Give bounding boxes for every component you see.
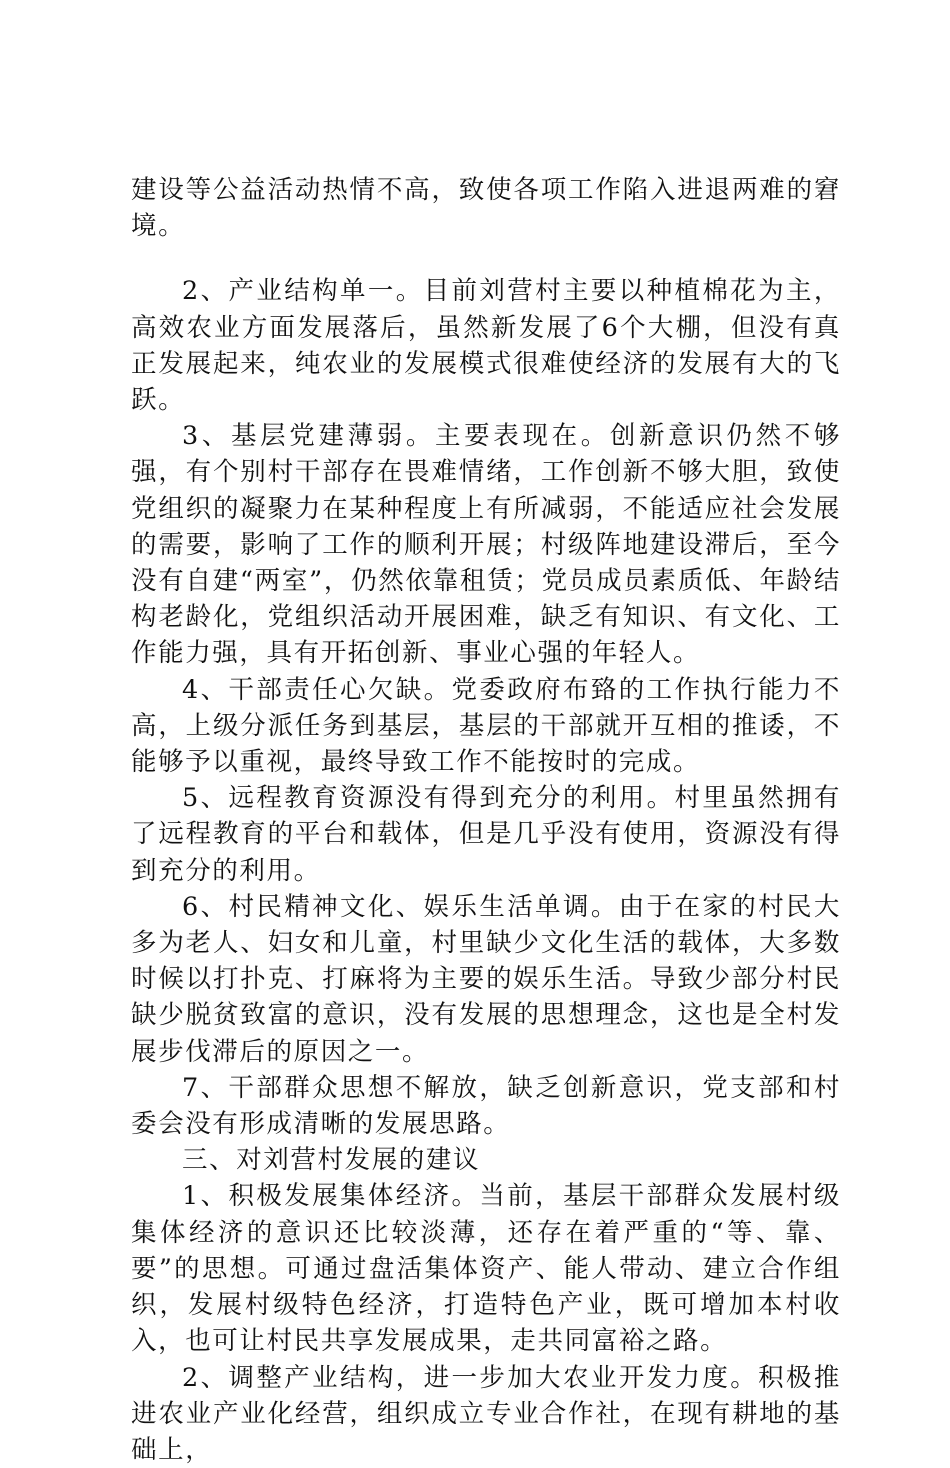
paragraph-collective-economy: 1、积极发展集体经济。当前，基层干部群众发展村级集体经济的意识还比较淡薄，还存在着严重的“等、靠、要”的思想。可通过盘活集体资产、能人带动、建立合作组织，发展村级特色经济，打造特色产业，既可增加本村收入，也可让村民共享发展成果，走共同富裕之路。 [131,1178,841,1359]
paragraph-adjust-industry: 2、调整产业结构，进一步加大农业开发力度。积极推进农业产业化经营，组织成立专业合作社，在现有耕地的基础上， [131,1360,841,1468]
document-body [131,172,841,1468]
paragraph-industry-structure: 2、产业结构单一。目前刘营村主要以种植棉花为主，高效农业方面发展落后，虽然新发展了6个大棚，但没有真正发展起来，纯农业的发展模式很难使经济的发展有大的飞跃。 [131,273,841,418]
paragraph-remote-education: 5、远程教育资源没有得到充分的利用。村里虽然拥有了远程教育的平台和载体，但是几乎没有使用，资源没有得到充分的利用。 [131,780,841,889]
paragraph-mindset: 7、干部群众思想不解放，缺乏创新意识，党支部和村委会没有形成清晰的发展思路。 [131,1070,841,1142]
paragraph-continuation: 建设等公益活动热情不高，致使各项工作陷入进退两难的窘境。 [131,172,841,244]
paragraph-cadre-responsibility: 4、干部责任心欠缺。党委政府布臵的工作执行能力不高，上级分派任务到基层，基层的干部就开互相的推诿，不能够予以重视，最终导致工作不能按时的完成。 [131,672,841,781]
paragraph-cultural-life: 6、村民精神文化、娱乐生活单调。由于在家的村民大多为老人、妇女和儿童，村里缺少文化生活的载体，大多数时候以打扑克、打麻将为主要的娱乐生活。导致少部分村民缺少脱贫致富的意识，没有发展的思想理念，这也是全村发展步伐滞后的原因之一。 [131,889,841,1070]
section-heading-suggestions: 三、对刘营村发展的建议 [131,1142,841,1178]
paragraph-party-building: 3、基层党建薄弱。主要表现在。创新意识仍然不够强，有个别村干部存在畏难情绪，工作创新不够大胆，致使党组织的凝聚力在某种程度上有所减弱，不能适应社会发展的需要，影响了工作的顺利开展；村级阵地建设滞后，至今没有自建“两室”，仍然依靠租赁；党员成员素质低、年龄结构老龄化，党组织活动开展困难，缺乏有知识、有文化、工作能力强，具有开拓创新、事业心强的年轻人。 [131,418,841,671]
